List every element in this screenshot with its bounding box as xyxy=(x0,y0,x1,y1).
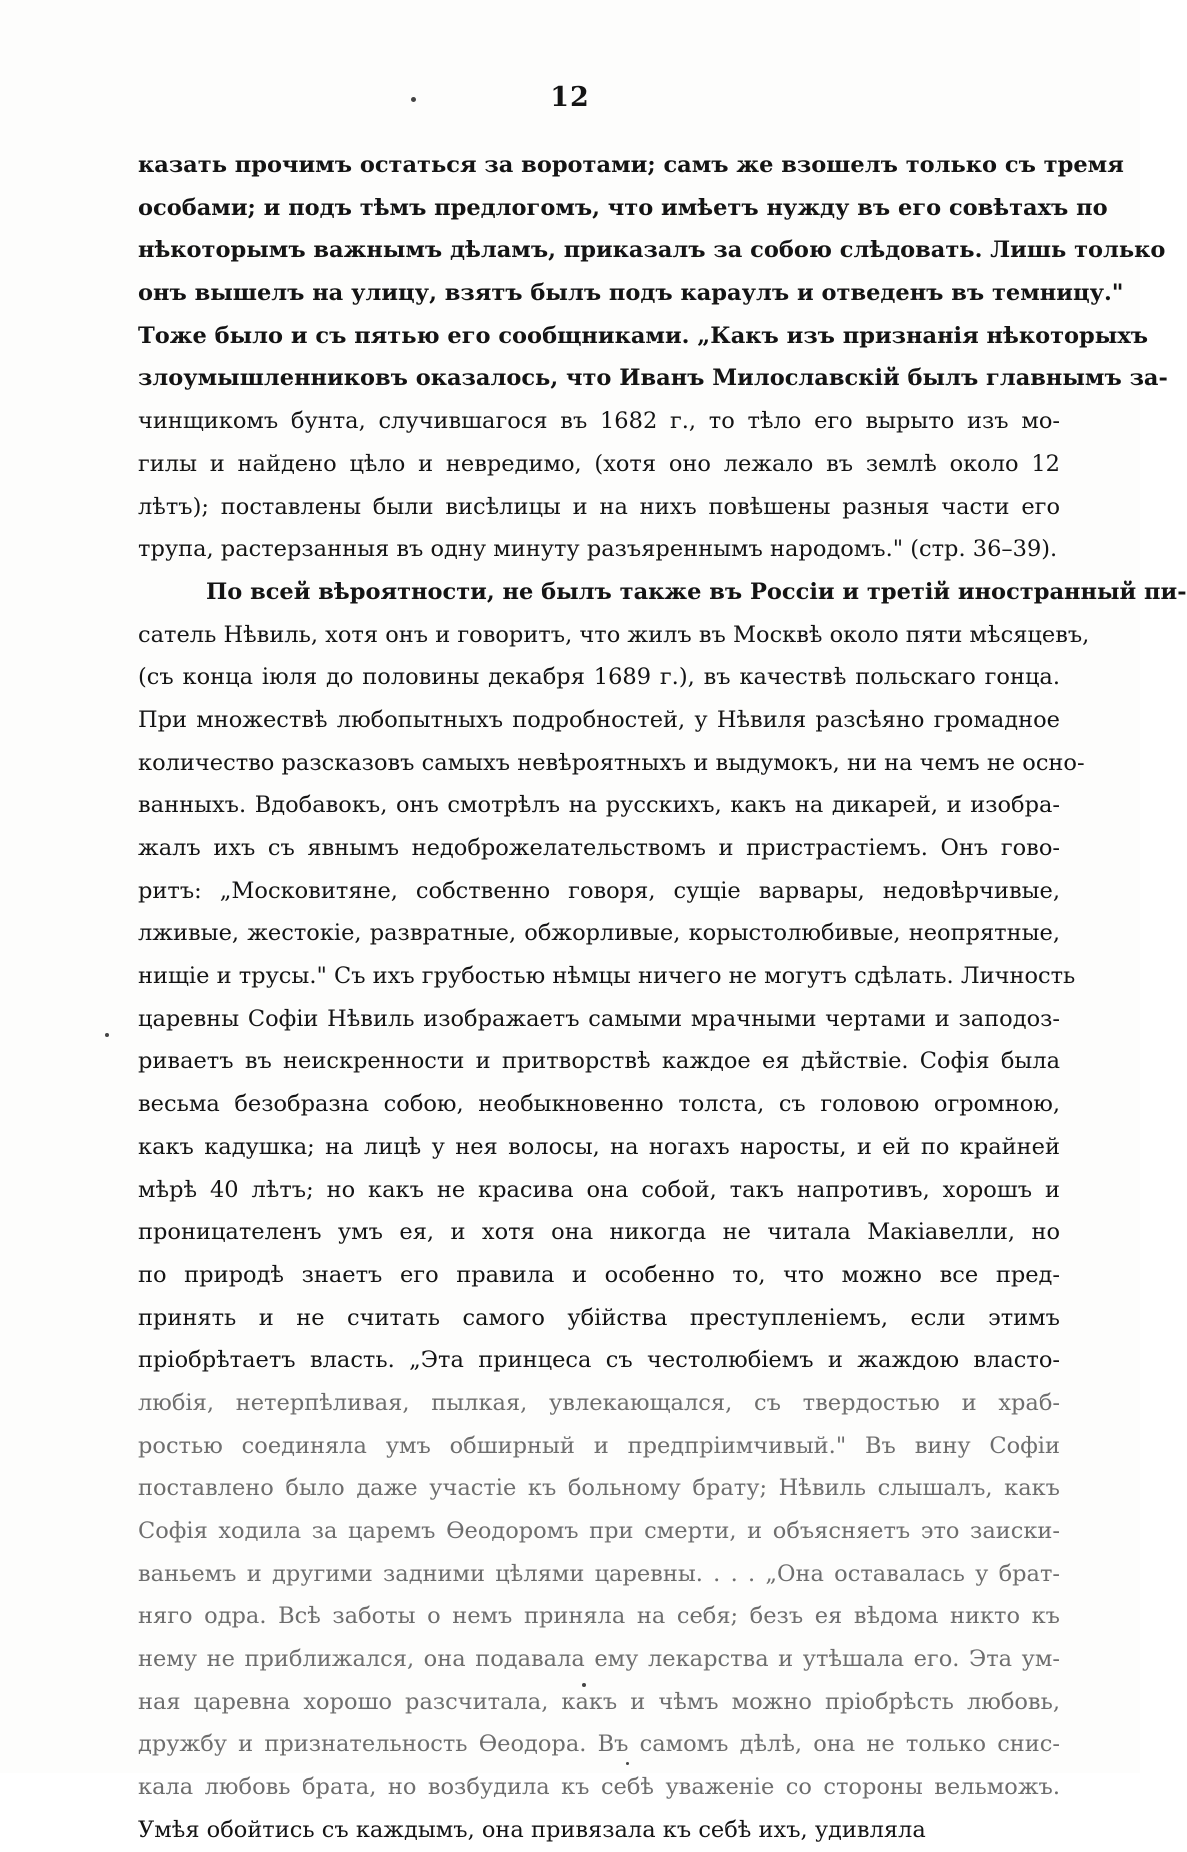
text-line: мѣрѣ 40 лѣтъ; но какъ не красива она собой, такъ напротивъ, хорошъ и xyxy=(138,1176,1060,1203)
text-line: ная царевна хорошо разсчитала, какъ и чѣмъ можно пріобрѣсть любовь, xyxy=(138,1688,1060,1715)
text-line: пріобрѣтаетъ власть. „Эта принцеса съ честолюбіемъ и жаждою власто- xyxy=(138,1347,1060,1374)
text-line: какъ кадушка; на лицѣ у нея волосы, на ногахъ наросты, и ей по крайней xyxy=(138,1133,1060,1160)
text-line: Тоже было и съ пятью его сообщниками. „Какъ изъ признанія нѣкоторыхъ xyxy=(138,322,1148,349)
text-line: по природѣ знаетъ его правила и особенно то, что можно все пред- xyxy=(138,1261,1060,1288)
text-line: злоумышленниковъ оказалось, что Иванъ Милославскій былъ главнымъ за- xyxy=(138,365,1168,392)
text-line: особами; и подъ тѣмъ предлогомъ, что имѣетъ нужду въ его совѣтахъ по xyxy=(138,194,1108,221)
text-line: казать прочимъ остаться за воротами; самъ же взошелъ только съ тремя xyxy=(138,152,1124,178)
text-line: сатель Нѣвиль, хотя онъ и говоритъ, что жилъ въ Москвѣ около пяти мѣсяцевъ, xyxy=(138,621,1090,648)
text-line: лѣтъ); поставлены были висѣлицы и на нихъ повѣшены разныя части его xyxy=(138,493,1060,520)
text-line: нему не приближался, она подавала ему лекарства и утѣшала его. Эта ум- xyxy=(138,1646,1060,1673)
text-line: чинщикомъ бунта, случившагося въ 1682 г., то тѣло его вырыто изъ мо- xyxy=(138,408,1060,435)
text-line: лживые, жестокіе, развратные, обжорливые, корыстолюбивые, неопрятные, xyxy=(138,920,1060,947)
text-line: проницателенъ умъ ея, и хотя она никогда не читала Макіавелли, но xyxy=(138,1219,1060,1246)
text-line: жалъ ихъ съ явнымъ недоброжелательствомъ и пристрастіемъ. Онъ гово- xyxy=(138,835,1060,861)
text-line: ритъ: „Московитяне, собственно говоря, сущіе варвары, недовѣрчивые, xyxy=(138,877,1060,904)
text-line: любія, нетерпѣливая, пылкая, увлекающался, съ твердостью и храб- xyxy=(138,1389,1060,1416)
text-line: При множествѣ любопытныхъ подробностей, у Нѣвиля разсѣяно громадное xyxy=(138,706,1060,733)
text-line: принять и не считать самого убійства преступленіемъ, если этимъ xyxy=(138,1304,1060,1331)
body-text xyxy=(138,144,1187,1852)
text-line: количество разсказовъ самыхъ невѣроятныхъ и выдумокъ, ни на чемъ не осно- xyxy=(138,749,1085,776)
text-line: гилы и найдено цѣло и невредимо, (хотя оно лежало въ землѣ около 12 xyxy=(138,450,1060,477)
text-line: весьма безобразна собою, необыкновенно толста, съ головою огромною, xyxy=(138,1091,1060,1118)
text-line: ростью соединяла умъ обширный и предпріимчивый." Въ вину Софіи xyxy=(138,1432,1060,1459)
text-line: нѣкоторымъ важнымъ дѣламъ, приказалъ за собою слѣдовать. Лишь только xyxy=(138,237,1166,264)
text-line: риваетъ въ неискренности и притворствѣ каждое ея дѣйствіе. Софія была xyxy=(138,1048,1060,1075)
text-line: дружбу и признательность Ѳеодора. Въ самомъ дѣлѣ, она не только снис- xyxy=(138,1731,1060,1758)
text-line: няго одра. Всѣ заботы о немъ приняла на себя; безъ ея вѣдома никто къ xyxy=(138,1603,1060,1630)
text-line: онъ вышелъ на улицу, взятъ былъ подъ караулъ и отведенъ въ темницу." xyxy=(138,280,1124,307)
text-line: ванныхъ. Вдобавокъ, онъ смотрѣлъ на русскихъ, какъ на дикарей, и изобра- xyxy=(138,792,1060,819)
text-line: По всей вѣроятности, не былъ также въ Россіи и третій иностранный пи- xyxy=(206,578,1187,605)
text-line: царевны Софіи Нѣвиль изображаетъ самыми мрачными чертами и заподоз- xyxy=(138,1005,1060,1032)
text-line: трупа, растерзанныя въ одну минуту разъяреннымъ народомъ." (стр. 36–39). xyxy=(138,536,1058,563)
text-line: Умѣя обойтись съ каждымъ, она привязала къ себѣ ихъ, удивляла xyxy=(138,1816,926,1843)
text-line: поставлено было даже участіе къ больному брату; Нѣвиль слышалъ, какъ xyxy=(138,1475,1060,1502)
text-line: (съ конца іюля до половины декабря 1689 г.), въ качествѣ польскаго гонца. xyxy=(138,664,1060,691)
text-line: ваньемъ и другими задними цѣлями царевны. . . . „Она оставалась у брат- xyxy=(138,1560,1060,1587)
text-line: кала любовь брата, но возбудила къ себѣ уваженіе со стороны вельможъ. xyxy=(138,1774,1060,1801)
text-line: нищіе и трусы." Съ ихъ грубостью нѣмцы ничего не могутъ сдѣлать. Личность xyxy=(138,963,1076,990)
ink-speck xyxy=(105,1033,109,1037)
page-number: 12 xyxy=(550,82,590,113)
text-line: Софія ходила за царемъ Ѳеодоромъ при смерти, и объясняетъ это заиски- xyxy=(138,1518,1060,1544)
